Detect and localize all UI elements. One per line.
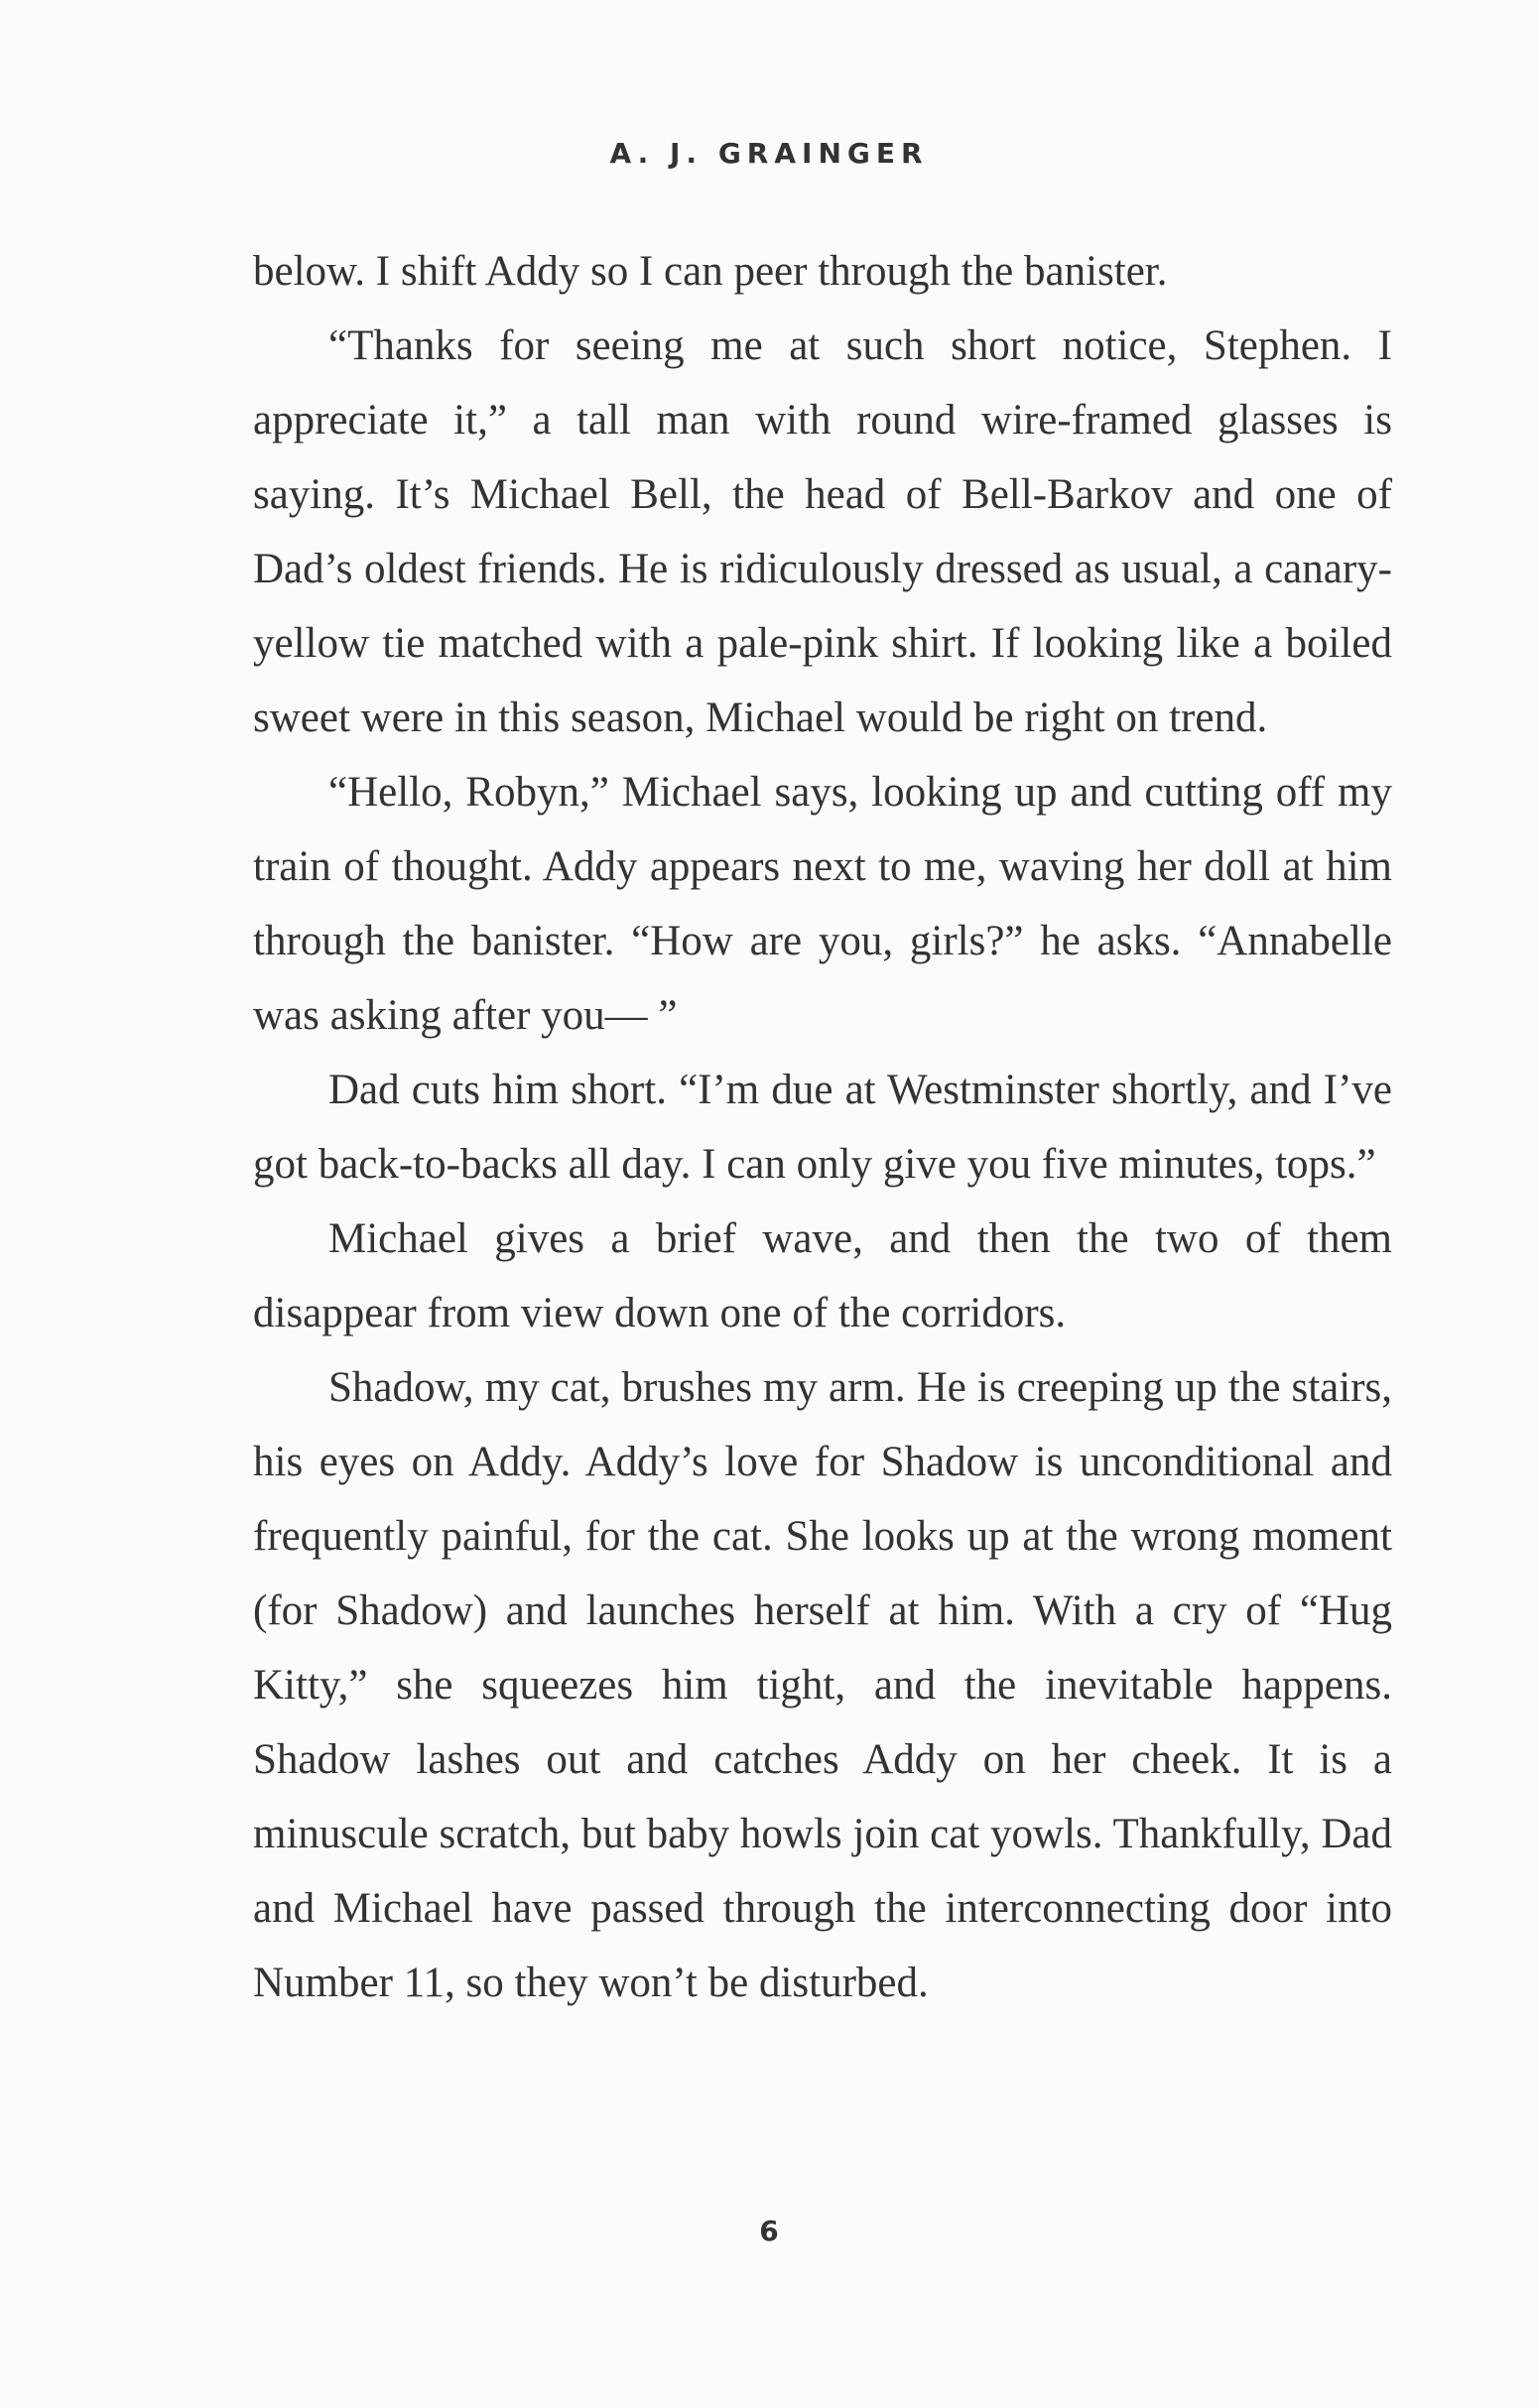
paragraph: Dad cuts him short. “I’m due at Westminster shortly, and I’ve got back-to-backs all day. I can only give you five minutes, tops.” (253, 1067, 1392, 1188)
page-number: 6 (759, 2215, 779, 2247)
paragraph: “Hello, Robyn,” Michael says, looking up and cutting off my train of thought. Addy appears next to me, waving her doll at him through the banister. “How are you, girls?” he asks. “Annabelle was asking after you— ” (253, 769, 1392, 1039)
body-text (253, 234, 1392, 2020)
paragraph: below. I shift Addy so I can peer through the banister. (253, 248, 1168, 295)
paragraph: “Thanks for seeing me at such short notice, Stephen. I appreciate it,” a tall man with round wire-framed glasses is saying. It’s Michael Bell, the head of Bell-Barkov and one of Dad’s oldest friends. He is ridiculously dressed as usual, a canary-yellow tie matched with a pale-pink shirt. If looking like a boiled sweet were in this season, Michael would be right on trend. (253, 322, 1392, 741)
running-head: A. J. GRAINGER (609, 137, 929, 170)
paragraph: Michael gives a brief wave, and then the two of them disappear from view down one of the corridors. (253, 1215, 1392, 1336)
paragraph: Shadow, my cat, brushes my arm. He is creeping up the stairs, his eyes on Addy. Addy’s love for Shadow is unconditional and frequently painful, for the cat. She looks up at the wrong moment (for Shadow) and launches herself at him. With a cry of “Hug Kitty,” she squeezes him tight, and the inevitable happens. Shadow lashes out and catches Addy on her cheek. It is a minuscule scratch, but baby howls join cat yowls. Thankfully, Dad and Michael have passed through the interconnecting door into Number 11, so they won’t be disturbed. (253, 1364, 1392, 2006)
